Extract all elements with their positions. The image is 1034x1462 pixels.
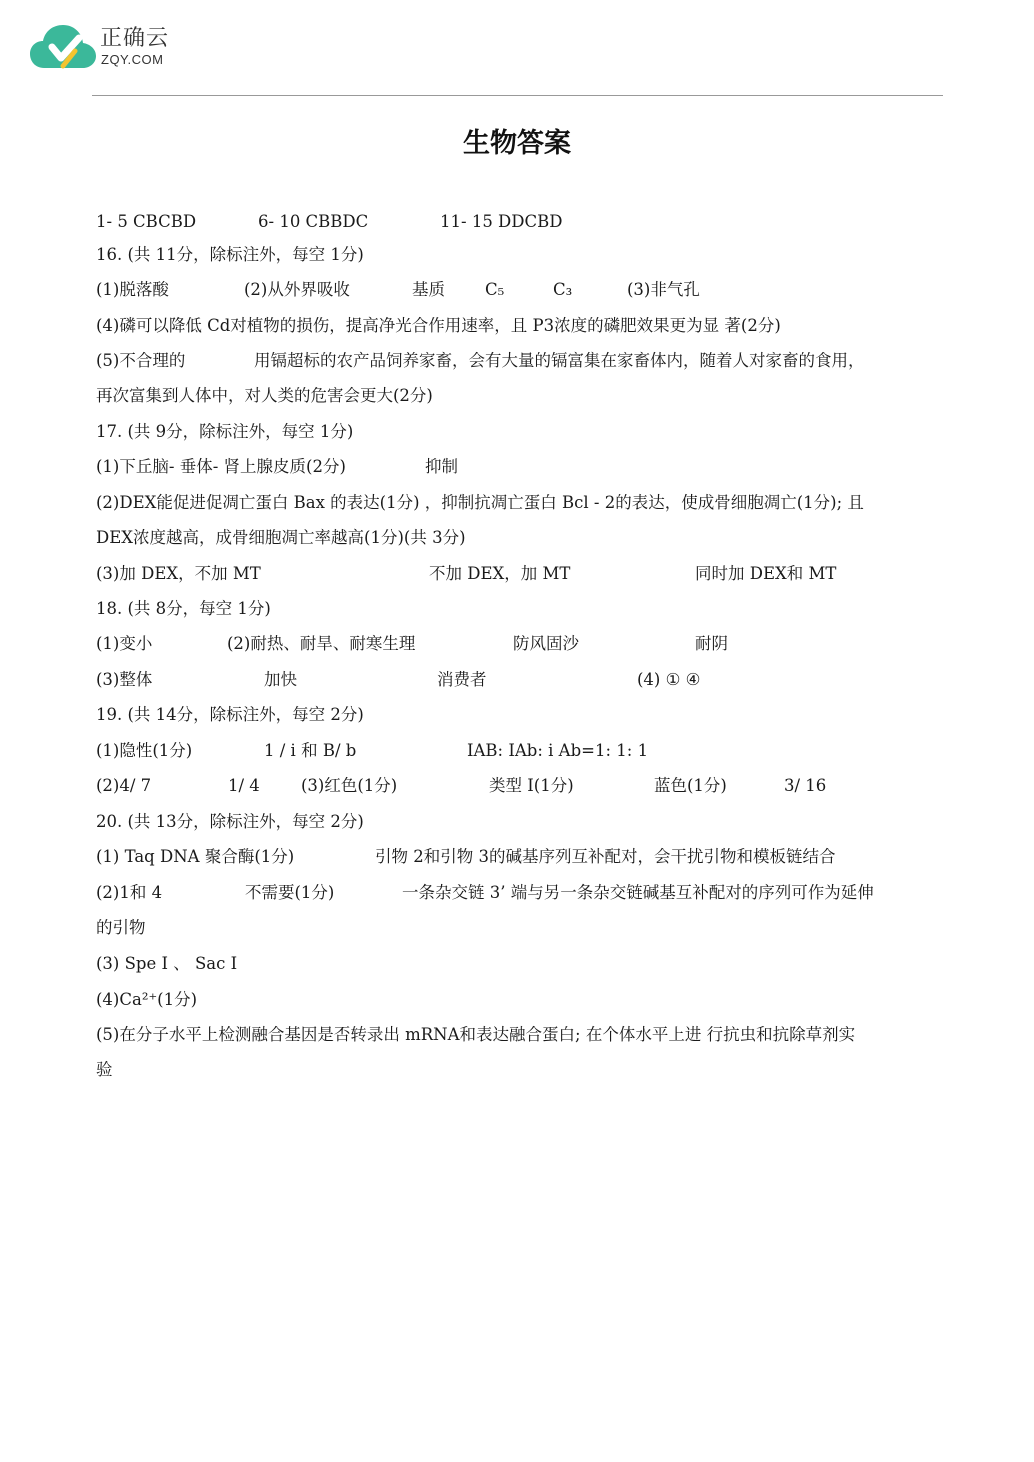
answer-segment: 引物 2和引物 3的碱基序列互补配对，会干扰引物和模板链结合 bbox=[375, 847, 836, 866]
answer-segment: 不需要(1分) bbox=[245, 883, 335, 902]
answer-segment: 类型 I(1分) bbox=[489, 776, 574, 795]
answer-segment: 18. (共 8分，每空 1分) bbox=[96, 599, 271, 618]
answer-segment: 17. (共 9分，除标注外，每空 1分) bbox=[96, 422, 354, 441]
answer-segment: (1) Taq DNA 聚合酶(1分) bbox=[96, 847, 295, 866]
answer-segment: 的引物 bbox=[96, 918, 146, 937]
answer-segment: (3)红色(1分) bbox=[301, 776, 398, 795]
answer-segment: (3)加 DEX，不加 MT bbox=[96, 564, 261, 583]
answer-segment: 1- 5 CBCBD bbox=[96, 212, 197, 231]
answer-segment: IAB: IAb: i Ab=1: 1: 1 bbox=[467, 741, 649, 760]
answer-segment: 耐阴 bbox=[695, 634, 728, 653]
answer-segment: 19. (共 14分，除标注外，每空 2分) bbox=[96, 705, 364, 724]
answer-segment: (2)DEX能促进促凋亡蛋白 Bax 的表达(1分) ，抑制抗凋亡蛋白 Bcl - 2的表达，使成骨细胞凋亡(1分); 且 bbox=[96, 493, 864, 512]
answer-segment: 1/ 4 bbox=[228, 776, 260, 795]
answer-segment: 加快 bbox=[264, 670, 297, 689]
answer-segment: 3/ 16 bbox=[784, 776, 827, 795]
answer-segment: 16. (共 11分，除标注外，每空 1分) bbox=[96, 245, 364, 264]
answer-segment: (1)隐性(1分) bbox=[96, 741, 193, 760]
answer-segment: DEX浓度越高，成骨细胞凋亡率越高(1分)(共 3分) bbox=[96, 528, 466, 547]
answer-segment: 防风固沙 bbox=[513, 634, 579, 653]
answer-segment: (4) ① ④ bbox=[637, 670, 701, 689]
zqy-logo bbox=[30, 22, 180, 74]
answer-segment: (2)耐热、耐旱、耐寒生理 bbox=[227, 634, 416, 653]
answer-segment: 20. (共 13分，除标注外，每空 2分) bbox=[96, 812, 364, 831]
answer-segment: 11- 15 DDCBD bbox=[440, 212, 563, 231]
answer-segment: (3)非气孔 bbox=[627, 280, 700, 299]
answer-segment: 再次富集到人体中，对人类的危害会更大(2分) bbox=[96, 386, 433, 405]
answer-segment: (1)变小 bbox=[96, 634, 153, 653]
answer-segment: (4)磷可以降低 Cd对植物的损伤，提高净光合作用速率，且 P3浓度的磷肥效果更为显 著(2分) bbox=[96, 316, 781, 335]
answer-segment: 1 / i 和 B/ b bbox=[264, 741, 357, 760]
answer-segment: 蓝色(1分) bbox=[654, 776, 727, 795]
answer-segment: (5)在分子水平上检测融合基因是否转录出 mRNA和表达融合蛋白; 在个体水平上进 行抗虫和抗除草剂实 bbox=[96, 1025, 856, 1044]
answer-segment: 6- 10 CBBDC bbox=[258, 212, 369, 231]
answer-segment: (3)整体 bbox=[96, 670, 153, 689]
page-title: 生物答案 bbox=[463, 128, 571, 159]
answer-segment: 基质 bbox=[412, 280, 445, 299]
answer-segment: (1)下丘脑- 垂体- 肾上腺皮质(2分) bbox=[96, 457, 346, 476]
answer-segment: 一条杂交链 3’ 端与另一条杂交链碱基互补配对的序列可作为延伸 bbox=[402, 883, 874, 902]
answer-segment: 同时加 DEX和 MT bbox=[695, 564, 837, 583]
answer-segment: 抑制 bbox=[425, 457, 458, 476]
answer-segment: C₃ bbox=[553, 280, 573, 299]
answer-segment: (2)4/ 7 bbox=[96, 776, 152, 795]
answer-segment: (4)Ca²⁺(1分) bbox=[96, 990, 198, 1009]
answer-segment: (1)脱落酸 bbox=[96, 280, 169, 299]
answer-segment: (3) Spe I 、 Sac I bbox=[96, 954, 238, 973]
answer-segment: (5)不合理的 bbox=[96, 351, 186, 370]
cloud-check-icon bbox=[30, 24, 96, 72]
answer-segment: (2)1和 4 bbox=[96, 883, 163, 902]
answer-segment: 不加 DEX，加 MT bbox=[429, 564, 571, 583]
answer-segment: C₅ bbox=[485, 280, 505, 299]
answer-segment: 用镉超标的农产品饲养家畜，会有大量的镉富集在家畜体内，随着人对家畜的食用， bbox=[254, 351, 865, 370]
answer-segment: 消费者 bbox=[437, 670, 487, 689]
answer-segment: 验 bbox=[96, 1060, 113, 1079]
header-divider bbox=[92, 95, 943, 96]
answer-segment: (2)从外界吸收 bbox=[244, 280, 350, 299]
logo-domain: ZQY.COM bbox=[101, 52, 164, 67]
logo-chinese-name: 正确云 bbox=[100, 26, 170, 51]
